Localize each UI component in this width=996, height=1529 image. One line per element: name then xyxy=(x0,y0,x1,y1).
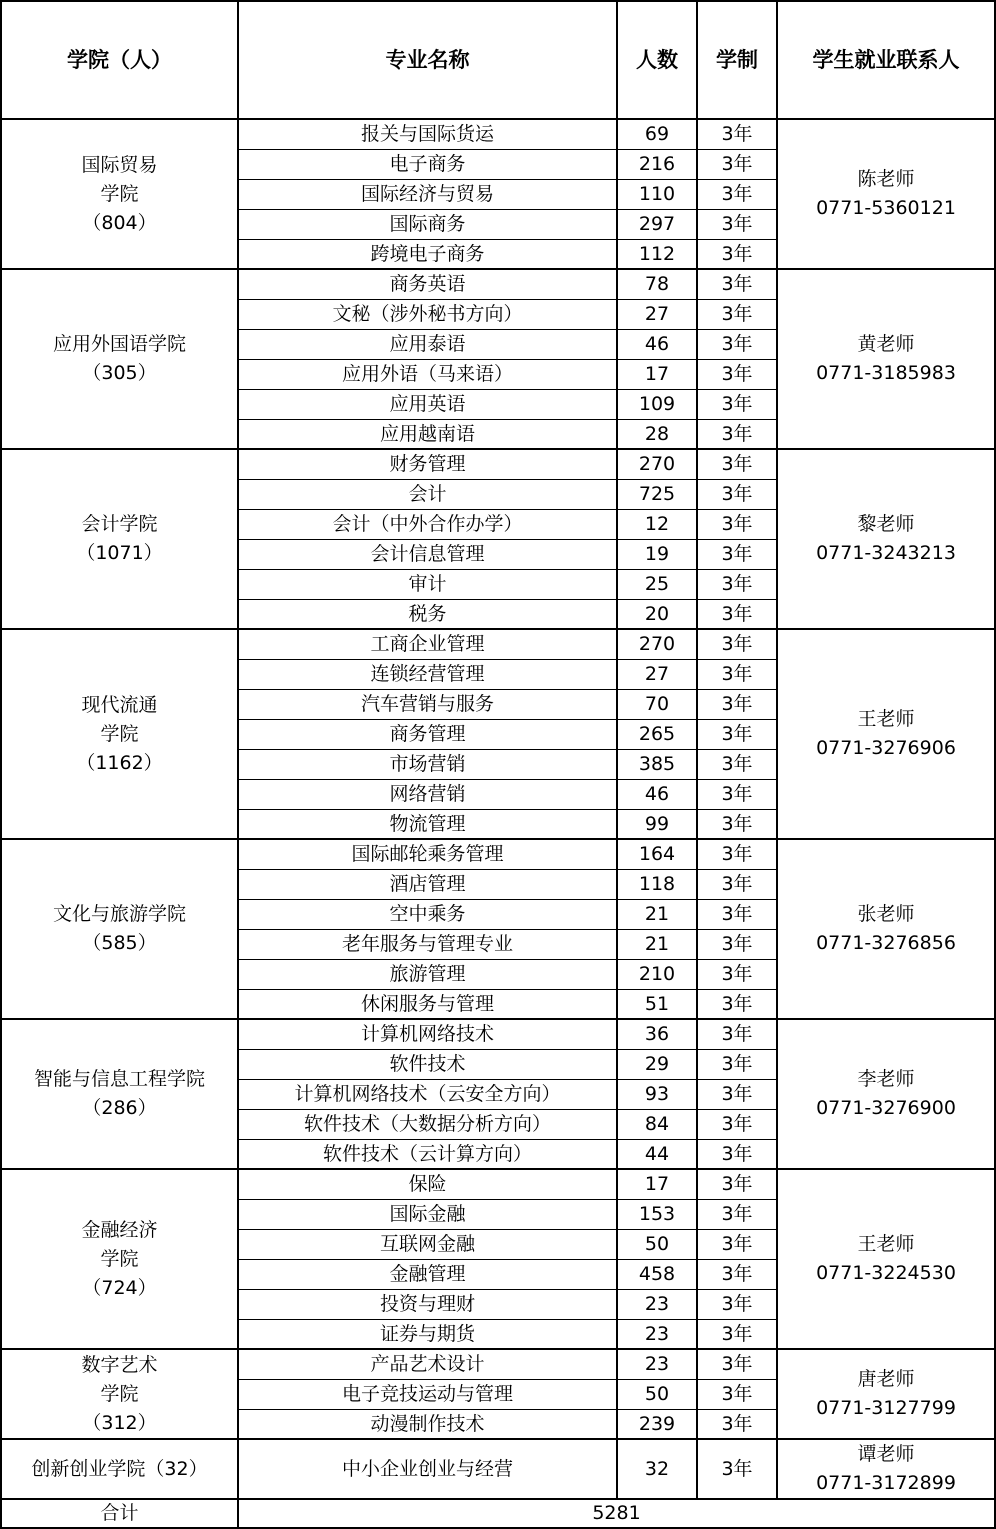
major-years: 3年 xyxy=(698,150,778,180)
major-years: 3年 xyxy=(698,180,778,210)
major-count: 216 xyxy=(618,150,698,180)
major-name: 互联网金融 xyxy=(239,1230,618,1260)
major-years: 3年 xyxy=(698,1080,778,1110)
major-years: 3年 xyxy=(698,750,778,780)
contact-cell: 黄老师 0771-3185983 xyxy=(778,270,996,450)
major-name: 国际金融 xyxy=(239,1200,618,1230)
major-count: 46 xyxy=(618,780,698,810)
major-years: 3年 xyxy=(698,270,778,300)
major-years: 3年 xyxy=(698,900,778,930)
total-label: 合计 xyxy=(2,1500,239,1529)
major-years: 3年 xyxy=(698,870,778,900)
major-name: 软件技术（云计算方向） xyxy=(239,1140,618,1170)
major-count: 385 xyxy=(618,750,698,780)
major-years: 3年 xyxy=(698,960,778,990)
major-years: 3年 xyxy=(698,1260,778,1290)
major-name: 连锁经营管理 xyxy=(239,660,618,690)
major-count: 270 xyxy=(618,450,698,480)
major-years: 3年 xyxy=(698,120,778,150)
major-name: 保险 xyxy=(239,1170,618,1200)
header-count: 人数 xyxy=(618,2,698,120)
major-name: 商务英语 xyxy=(239,270,618,300)
major-years: 3年 xyxy=(698,780,778,810)
college-cell: 创新创业学院（32） xyxy=(2,1440,239,1500)
major-years: 3年 xyxy=(698,1140,778,1170)
major-name: 会计（中外合作办学） xyxy=(239,510,618,540)
major-count: 112 xyxy=(618,240,698,270)
college-cell: 会计学院 （1071） xyxy=(2,450,239,630)
major-count: 93 xyxy=(618,1080,698,1110)
major-name: 会计信息管理 xyxy=(239,540,618,570)
major-count: 270 xyxy=(618,630,698,660)
major-name: 动漫制作技术 xyxy=(239,1410,618,1440)
major-name: 报关与国际货运 xyxy=(239,120,618,150)
contact-cell: 李老师 0771-3276900 xyxy=(778,1020,996,1170)
major-years: 3年 xyxy=(698,1440,778,1500)
major-count: 239 xyxy=(618,1410,698,1440)
major-years: 3年 xyxy=(698,450,778,480)
major-years: 3年 xyxy=(698,630,778,660)
college-cell: 现代流通 学院 （1162） xyxy=(2,630,239,840)
major-name: 休闲服务与管理 xyxy=(239,990,618,1020)
major-count: 25 xyxy=(618,570,698,600)
major-count: 99 xyxy=(618,810,698,840)
major-count: 23 xyxy=(618,1320,698,1350)
major-count: 36 xyxy=(618,1020,698,1050)
major-name: 产品艺术设计 xyxy=(239,1350,618,1380)
major-count: 70 xyxy=(618,690,698,720)
major-count: 458 xyxy=(618,1260,698,1290)
header-years: 学制 xyxy=(698,2,778,120)
major-years: 3年 xyxy=(698,1320,778,1350)
major-count: 17 xyxy=(618,360,698,390)
major-years: 3年 xyxy=(698,1290,778,1320)
major-years: 3年 xyxy=(698,390,778,420)
major-count: 84 xyxy=(618,1110,698,1140)
major-years: 3年 xyxy=(698,480,778,510)
major-name: 酒店管理 xyxy=(239,870,618,900)
major-years: 3年 xyxy=(698,930,778,960)
contact-cell: 黎老师 0771-3243213 xyxy=(778,450,996,630)
major-count: 21 xyxy=(618,930,698,960)
college-cell: 智能与信息工程学院 （286） xyxy=(2,1020,239,1170)
major-name: 国际邮轮乘务管理 xyxy=(239,840,618,870)
major-count: 19 xyxy=(618,540,698,570)
major-years: 3年 xyxy=(698,720,778,750)
major-years: 3年 xyxy=(698,690,778,720)
major-name: 应用泰语 xyxy=(239,330,618,360)
major-count: 27 xyxy=(618,660,698,690)
major-count: 32 xyxy=(618,1440,698,1500)
major-name: 跨境电子商务 xyxy=(239,240,618,270)
major-name: 软件技术 xyxy=(239,1050,618,1080)
major-years: 3年 xyxy=(698,540,778,570)
major-name: 工商企业管理 xyxy=(239,630,618,660)
major-name: 证券与期货 xyxy=(239,1320,618,1350)
major-years: 3年 xyxy=(698,1110,778,1140)
major-name: 应用英语 xyxy=(239,390,618,420)
major-count: 725 xyxy=(618,480,698,510)
major-name: 老年服务与管理专业 xyxy=(239,930,618,960)
major-years: 3年 xyxy=(698,600,778,630)
major-years: 3年 xyxy=(698,570,778,600)
major-name: 市场营销 xyxy=(239,750,618,780)
college-cell: 文化与旅游学院 （585） xyxy=(2,840,239,1020)
major-name: 审计 xyxy=(239,570,618,600)
contact-cell: 张老师 0771-3276856 xyxy=(778,840,996,1020)
major-count: 44 xyxy=(618,1140,698,1170)
major-years: 3年 xyxy=(698,660,778,690)
major-count: 21 xyxy=(618,900,698,930)
major-count: 210 xyxy=(618,960,698,990)
contact-cell: 王老师 0771-3276906 xyxy=(778,630,996,840)
major-name: 财务管理 xyxy=(239,450,618,480)
major-years: 3年 xyxy=(698,1410,778,1440)
major-count: 164 xyxy=(618,840,698,870)
major-name: 金融管理 xyxy=(239,1260,618,1290)
major-name: 空中乘务 xyxy=(239,900,618,930)
major-name: 汽车营销与服务 xyxy=(239,690,618,720)
major-count: 12 xyxy=(618,510,698,540)
major-count: 27 xyxy=(618,300,698,330)
major-years: 3年 xyxy=(698,1380,778,1410)
contact-cell: 谭老师 0771-3172899 xyxy=(778,1440,996,1500)
major-name: 国际商务 xyxy=(239,210,618,240)
major-name: 软件技术（大数据分析方向） xyxy=(239,1110,618,1140)
major-years: 3年 xyxy=(698,360,778,390)
major-years: 3年 xyxy=(698,840,778,870)
major-years: 3年 xyxy=(698,210,778,240)
major-count: 265 xyxy=(618,720,698,750)
major-count: 78 xyxy=(618,270,698,300)
total-value: 5281 xyxy=(239,1500,996,1529)
major-years: 3年 xyxy=(698,420,778,450)
major-count: 51 xyxy=(618,990,698,1020)
major-years: 3年 xyxy=(698,990,778,1020)
major-count: 69 xyxy=(618,120,698,150)
major-name: 文秘（涉外秘书方向） xyxy=(239,300,618,330)
header-college: 学院（人） xyxy=(2,2,239,120)
major-name: 旅游管理 xyxy=(239,960,618,990)
major-years: 3年 xyxy=(698,1020,778,1050)
major-count: 28 xyxy=(618,420,698,450)
major-years: 3年 xyxy=(698,300,778,330)
major-years: 3年 xyxy=(698,810,778,840)
header-contact: 学生就业联系人 xyxy=(778,2,996,120)
major-years: 3年 xyxy=(698,1050,778,1080)
major-years: 3年 xyxy=(698,1350,778,1380)
major-name: 中小企业创业与经营 xyxy=(239,1440,618,1500)
header-major: 专业名称 xyxy=(239,2,618,120)
major-years: 3年 xyxy=(698,1170,778,1200)
major-name: 计算机网络技术（云安全方向） xyxy=(239,1080,618,1110)
major-years: 3年 xyxy=(698,330,778,360)
major-count: 23 xyxy=(618,1290,698,1320)
major-name: 税务 xyxy=(239,600,618,630)
major-count: 50 xyxy=(618,1230,698,1260)
contact-cell: 唐老师 0771-3127799 xyxy=(778,1350,996,1440)
major-count: 118 xyxy=(618,870,698,900)
college-cell: 金融经济 学院 （724） xyxy=(2,1170,239,1350)
major-count: 17 xyxy=(618,1170,698,1200)
major-years: 3年 xyxy=(698,510,778,540)
major-count: 23 xyxy=(618,1350,698,1380)
major-years: 3年 xyxy=(698,1230,778,1260)
major-years: 3年 xyxy=(698,240,778,270)
college-cell: 国际贸易 学院 （804） xyxy=(2,120,239,270)
major-count: 50 xyxy=(618,1380,698,1410)
major-name: 应用越南语 xyxy=(239,420,618,450)
major-name: 电子商务 xyxy=(239,150,618,180)
major-name: 计算机网络技术 xyxy=(239,1020,618,1050)
major-count: 20 xyxy=(618,600,698,630)
major-name: 网络营销 xyxy=(239,780,618,810)
major-count: 153 xyxy=(618,1200,698,1230)
major-name: 物流管理 xyxy=(239,810,618,840)
major-name: 商务管理 xyxy=(239,720,618,750)
major-count: 297 xyxy=(618,210,698,240)
major-name: 国际经济与贸易 xyxy=(239,180,618,210)
major-years: 3年 xyxy=(698,1200,778,1230)
contact-cell: 王老师 0771-3224530 xyxy=(778,1170,996,1350)
major-name: 会计 xyxy=(239,480,618,510)
major-name: 应用外语（马来语） xyxy=(239,360,618,390)
college-cell: 应用外国语学院 （305） xyxy=(2,270,239,450)
major-count: 110 xyxy=(618,180,698,210)
major-name: 投资与理财 xyxy=(239,1290,618,1320)
major-count: 46 xyxy=(618,330,698,360)
major-count: 109 xyxy=(618,390,698,420)
college-cell: 数字艺术 学院 （312） xyxy=(2,1350,239,1440)
contact-cell: 陈老师 0771-5360121 xyxy=(778,120,996,270)
major-name: 电子竞技运动与管理 xyxy=(239,1380,618,1410)
major-count: 29 xyxy=(618,1050,698,1080)
